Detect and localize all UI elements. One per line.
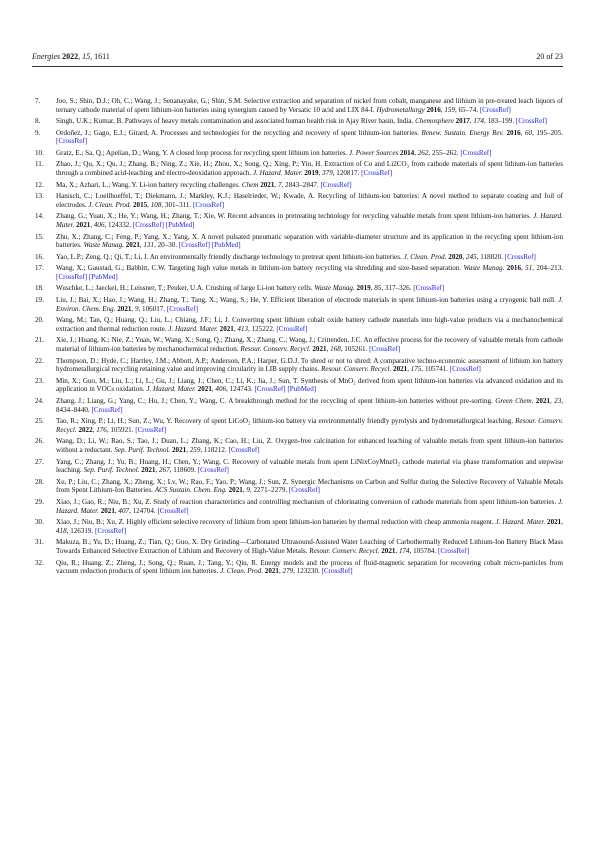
reference-item [32, 478, 563, 495]
reference-volume: 9 [246, 486, 250, 495]
reference-pages: , 125222. [248, 324, 277, 333]
reference-pages: , 204–213. [532, 264, 564, 273]
reference-item [32, 264, 563, 281]
reference-pages: , 124743. [226, 385, 255, 394]
reference-journal: Green Chem. [495, 396, 534, 405]
reference-volume: 85 [374, 284, 382, 293]
reference-year: 2021 [76, 221, 91, 230]
crossref-link[interactable]: [CrossRef] [228, 446, 260, 455]
crossref-link[interactable]: [CrossRef] [361, 169, 393, 178]
reference-journal: Resour. Conserv. Recycl. [240, 345, 311, 354]
journal-name: Energies [32, 52, 61, 61]
reference-citation: Ma, X.; Azhari, L.; Wang, Y. Li-ion battery recycling challenges. [56, 180, 242, 189]
crossref-link[interactable]: [CrossRef] [437, 547, 470, 556]
reference-journal: ACS Sustain. Chem. Eng. [154, 486, 227, 495]
reference-text: Ordoñez, J.; Gago, E.J.; Girard, A. Processes and technologies for the recycling and recovery of spent lithium-ion batteries. Renew. Sustain. Energy Rev. 2016, 60, 195–205. [CrossRef] [56, 128, 563, 146]
reference-item [32, 518, 563, 535]
reference-year: 2016 [506, 264, 521, 273]
reference-volume: 23 [554, 396, 562, 405]
reference-text: Wang, D.; Li, W.; Rao, S.; Tao, J.; Duan, L.; Zhang, K.; Cao, H.; Liu, Z. Oxygen-free calcination for enhanced leaching of valuable metals from spent lithium-ion batteries without a reductant. Sep. Purif. Technol. 2021, 259, 118212. [CrossRef] [56, 437, 563, 455]
reference-text: Zhang, G.; Yuan, X.; He, Y.; Wang, H.; Zhang, T.; Xie, W. Recent advances in pretreating technology for recycling valuable metals from spent lithium-ion batteries. J. Hazard. Mater. 2021, 406, 124332. [CrossRef] [PubMed] [56, 212, 563, 230]
page-number: 20 of 23 [536, 52, 563, 61]
reference-journal: J. Hazard. Mater. [168, 324, 218, 333]
reference-volume: 259 [189, 446, 201, 455]
reference-item [32, 357, 563, 374]
reference-year: 2015 [132, 200, 148, 209]
reference-text: Min, X.; Guo, M.; Liu, L.; Li, L.; Gu, J.; Liang, J.; Chen, C.; Li, K.; Jia, J.; Sun, T. Synthesis of MnO₂ derived from spent lithium-ion batteries via advanced oxidation and its application in VOCs oxidation. J. Hazard. Mater. 2021, 406, 124743. [CrossRef] [PubMed] [56, 376, 563, 394]
reference-volume: 406 [215, 385, 227, 394]
reference-item [32, 233, 563, 250]
crossref-link[interactable]: [CrossRef] [276, 324, 308, 333]
reference-citation: Xiao, J.; Gao, R.; Niu, B.; Xu, Z. Study of reaction characteristics and controlling mechanism of chlorinating conversion of cathode materials from spent lithium-ion batteries. [56, 497, 559, 506]
reference-year: 2020 [448, 252, 463, 261]
pubmed-link[interactable]: [PubMed] [287, 385, 317, 394]
reference-item [32, 316, 563, 333]
reference-pages: , 120817. [332, 169, 362, 178]
reference-number: 16. [35, 252, 44, 261]
reference-pages: , 105741. [421, 365, 450, 374]
crossref-link[interactable]: [CrossRef] [178, 241, 211, 250]
reference-number: 21. [35, 336, 44, 345]
crossref-link[interactable]: [CrossRef] [132, 221, 164, 230]
crossref-link[interactable]: [CrossRef] [479, 105, 511, 114]
crossref-link[interactable]: [CrossRef] [135, 425, 167, 434]
reference-year: 2021 [535, 396, 550, 405]
reference-text: Hanisch, C.; Loellhoeffel, T.; Diekmann, J.; Markley, K.J.; Haselrieder, W.; Kwade, A. Recycling of lithium-ion batteries: A novel method to separate coating and foil of electrodes. J. Clean. Prod. 2015, 108, 301–311. [CrossRef] [56, 192, 563, 209]
journal-article: 1611 [94, 52, 110, 61]
reference-list [32, 97, 563, 579]
reference-item [32, 192, 563, 209]
reference-number: 22. [35, 356, 44, 365]
reference-pages: , 8434–8440. [56, 396, 564, 414]
reference-text: Ma, X.; Azhari, L.; Wang, Y. Li-ion battery recycling challenges. Chem 2021, 7, 2843–2847. [CrossRef] [56, 180, 352, 189]
reference-pages: , 2271–2279. [249, 486, 289, 495]
header-rule [32, 66, 563, 67]
reference-text: Tao, R.; Xing, P.; Li, H.; Sun, Z.; Wu, Y. Recovery of spent LiCoO₂ lithium-ion battery via environmentally friendly pyrolysis and hydrometallurgical leaching. Resour. Conserv. Recycl. 2022, 176, 105921. [CrossRef] [56, 417, 564, 434]
reference-volume: 379 [322, 169, 333, 178]
reference-year: 2021 [172, 446, 187, 455]
crossref-link[interactable]: [CrossRef] [321, 567, 353, 576]
reference-volume: 60 [524, 128, 533, 137]
reference-number: 24. [35, 396, 44, 405]
reference-text: Thompson, D.; Hyde, C.; Hartley, J.M.; Abbott, A.P.; Anderson, P.A.; Harper, G.D.J. To shred or not to shred: A comparative techno-economic assessment of lithium ion battery hydrometallurgical recycling retaining value and improving circularity in LIB supply chains. Resour. Conserv. Recycl. 2021, 175, 105741. [CrossRef] [56, 356, 563, 374]
reference-pages: , 118212. [200, 446, 229, 455]
reference-number: 14. [35, 212, 44, 221]
pubmed-link[interactable]: [PubMed] [211, 241, 241, 250]
reference-journal: J. Hazard. Mater. [252, 169, 303, 178]
reference-item [32, 336, 563, 353]
reference-pages: , 20–30. [154, 241, 179, 250]
reference-pages: , 105921. [106, 425, 136, 434]
reference-year: 2021 [393, 365, 408, 374]
reference-number: 26. [35, 437, 44, 446]
reference-text: Xiao, J.; Gao, R.; Niu, B.; Xu, Z. Study of reaction characteristics and controlling mechanism of chlorinating conversion of cathode materials from spent lithium-ion batteries. J. Hazard. Mater. 2021, 407, 124704. [CrossRef] [56, 497, 563, 515]
reference-pages: , 118820. [476, 252, 505, 261]
reference-citation: Xie, J.; Huang, K.; Nie, Z.; Yuan, W.; Wang, X.; Song, Q.; Zhang, X.; Zhang, C.; Wang, J.; Crittenden, J.C. An effective process for the recovery of valuable metals from cathode material of lithium-ion batteries by mechanochemical reduction. [56, 336, 563, 354]
reference-text: Xu, P.; Liu, C.; Zhang, X.; Zheng, X.; Lv, W.; Rao, F.; Yao, P.; Wang, J.; Sun, Z. Synergic Mechanisms on Carbon and Sulfur during the Selective Recovery of Valuable Metals from Spent Lithium-Ion Batteries. ACS Sustain. Chem. Eng. 2021, 9, 2271–2279. [CrossRef] [56, 477, 563, 495]
crossref-link[interactable]: [CrossRef] [95, 526, 127, 535]
reference-year: 2021 [312, 345, 327, 354]
reference-journal: J. Hazard. Mater. [56, 497, 563, 515]
reference-item [32, 377, 563, 394]
reference-number: 11. [35, 160, 44, 169]
reference-citation: Yao, L.P.; Zeng, Q.; Qi, T.; Li, J. An environmentally friendly discharge technology to pretreat spent lithium-ion batteries. [56, 252, 404, 261]
reference-volume: 174 [398, 547, 410, 556]
reference-year: 2021 [547, 518, 562, 527]
journal-citation: Energies 2022, 15, 1611 [32, 52, 110, 61]
reference-number: 23. [35, 376, 44, 385]
reference-citation: Wang, M.; Tan, Q.; Huang, Q.; Liu, L.; Chiang, J.F.; Li, J. Converting spent lithium cobalt oxide battery cathode materials into high-value products via a mechanochemical extraction and thermal reduction route. [56, 316, 563, 333]
reference-journal: J. Clean. Prod. [220, 567, 263, 576]
reference-item [32, 97, 563, 114]
reference-text: Makuza, B.; Yu, D.; Huang, Z.; Tian, Q.; Guo, X. Dry Grinding—Carbonated Ultrasound-Assisted Water Leaching of Carbothermally Reduced Lithium-Ion Battery Black Mass Towards Enhanced Selective Extraction of Lithium and Recovery of High-Value Metals. Resour. Conserv. Recycl. 2021, 174, 105784. [CrossRef] [56, 538, 563, 556]
reference-journal: J. Clean. Prod. [403, 252, 447, 261]
reference-item [32, 253, 563, 262]
reference-number: 32. [35, 558, 44, 567]
reference-journal: Chem [241, 180, 259, 189]
reference-text: Zhao, J.; Qu, X.; Qu, J.; Zhang, B.; Ning, Z.; Xie, H.; Zhou, X.; Song, Q.; Xing, P.; Yin, H. Extraction of Co and Li2CO₃ from cathode materials of spent lithium-ion batteries through a combined acid-leaching and electro-deoxidation approach. J. Hazard. Mater. 2019, 379, 120817. [CrossRef] [56, 160, 563, 178]
reference-citation: Gratz, E.; Sa, Q.; Apelian, D.; Wang, Y. A closed loop process for recycling spent lithium ion batteries. [56, 148, 350, 157]
reference-pages: , 126319. [66, 526, 96, 535]
reference-volume: 406 [93, 221, 105, 230]
reference-year: 2016 [426, 105, 441, 114]
reference-number: 10. [35, 148, 44, 157]
reference-volume: 168 [330, 345, 341, 354]
reference-citation: Wuschke, L.; Jaeckel, H.; Leissner, T.; Peuker, U.A. Crushing of large Li-ion battery cells. [56, 284, 315, 293]
reference-citation: Xu, P.; Liu, C.; Zhang, X.; Zheng, X.; Lv, W.; Rao, F.; Yao, P.; Wang, J.; Sun, Z. Synergic Mechanisms on Carbon and Sulfur during the Selective Recovery of Valuable Metals from Spent Lithium-Ion Batteries. [56, 477, 563, 495]
reference-citation: Zhang, G.; Yuan, X.; He, Y.; Wang, H.; Zhang, T.; Xie, W. Recent advances in pretreating technology for recycling valuable metals from spent lithium-ion batteries. [56, 212, 534, 221]
crossref-link[interactable]: [CrossRef] [56, 272, 88, 281]
reference-journal: Waste Manag. [463, 264, 505, 273]
reference-text: Zhang, J.; Liang, G.; Yang, C.; Hu, J.; Chen, Y.; Wang, C. A breakthrough method for the recycling of spent lithium-ion batteries without pre-sorting. Green Chem. 2021, 23, 8434–8440. [CrossRef] [56, 396, 564, 414]
reference-pages: , 118609. [169, 466, 198, 475]
reference-citation: Wang, D.; Li, W.; Rao, S.; Tao, J.; Duan, L.; Zhang, K.; Cao, H.; Liu, Z. Oxygen-free calcination for enhanced leaching of valuable metals from spent lithium-ion batteries without a reductant. [56, 437, 563, 455]
reference-volume: 418 [56, 526, 67, 535]
crossref-link[interactable]: [CrossRef] [157, 506, 189, 515]
reference-item [32, 181, 563, 190]
reference-text: Xie, J.; Huang, K.; Nie, Z.; Yuan, W.; Wang, X.; Song, Q.; Zhang, X.; Zhang, C.; Wang, J.; Crittenden, J.C. An effective process for the recovery of valuable metals from cathode material of lithium-ion batteries by mechanochemical reduction. Resour. Conserv. Recycl. 2021, 168, 105261. [CrossRef] [56, 336, 563, 354]
reference-number: 18. [35, 284, 44, 293]
crossref-link[interactable]: [CrossRef] [288, 486, 321, 495]
reference-item [32, 296, 563, 313]
reference-citation: Tao, R.; Xing, P.; Li, H.; Sun, Z.; Wu, Y. Recovery of spent LiCoO₂ lithium-ion battery via environmentally friendly pyrolysis and hydrometallurgical leaching. [56, 417, 516, 426]
reference-year: 2014 [400, 148, 415, 157]
reference-pages: , 105784. [409, 547, 438, 556]
reference-number: 7. [35, 97, 41, 105]
reference-pages: , 106017. [138, 304, 167, 313]
reference-journal: Resour. Conserv. Recycl. [321, 365, 392, 374]
reference-year: 2016 [506, 128, 521, 137]
reference-journal: Resour. Conserv. Recycl. [309, 547, 380, 556]
reference-item [32, 498, 563, 515]
reference-year: 2021 [219, 324, 234, 333]
reference-journal: J. Hazard. Mater. [146, 385, 196, 394]
crossref-link[interactable]: [CrossRef] [413, 284, 445, 293]
reference-citation: Liu, J.; Bai, X.; Hao, J.; Wang, H.; Zhang, T.; Tang, X.; Wang, S.; He, Y. Efficient liberation of electrode materials in spent lithium-ion batteries using a cryogenic ball mill. [56, 295, 559, 304]
crossref-link[interactable]: [CrossRef] [197, 466, 229, 475]
reference-number: 8. [35, 117, 41, 126]
crossref-link[interactable]: [CrossRef] [460, 148, 492, 157]
crossref-link[interactable]: [CrossRef] [56, 137, 88, 146]
reference-volume: 159 [444, 105, 455, 114]
reference-text: Yang, C.; Zhang, J.; Yu, B.; Huang, H.; Chen, Y.; Wang, C. Recovery of valuable metals from spent LiNixCoyMnzO₂ cathode material via phase transformation and stepwise leaching. Sep. Purif. Technol. 2021, 267, 118609. [CrossRef] [56, 457, 563, 475]
reference-volume: 413 [237, 324, 249, 333]
reference-volume: 9 [134, 304, 139, 313]
reference-journal: J. Hazard. Mater. [56, 212, 563, 230]
reference-text: Singh, U.K.; Kumar, B. Pathways of heavy metals contamination and associated human health risk in Ajay River basin, India. Chemosphere 2017, 174, 183–199. [CrossRef] [56, 117, 548, 126]
journal-year: 2022 [62, 52, 79, 61]
journal-volume: 15 [82, 52, 91, 61]
crossref-link[interactable]: [CrossRef] [369, 345, 401, 354]
reference-item [32, 149, 563, 158]
pubmed-link[interactable]: [PubMed] [88, 272, 118, 281]
reference-item [32, 129, 563, 146]
reference-year: 2017 [455, 117, 470, 126]
reference-number: 15. [35, 232, 44, 241]
reference-journal: J. Hazard. Mater. [495, 518, 546, 527]
reference-volume: 51 [525, 264, 533, 273]
reference-journal: J. Environ. Chem. Eng. [56, 295, 563, 313]
reference-citation: Qiu, R.; Huang, Z.; Zheng, J.; Song, Q.; Ruan, J.; Tang, Y.; Qiu, R. Energy models and the process of fluid-magnetic separation for recovering cobalt micro-particles from vacuum reduction products of spent lithium ion batteries. [56, 558, 563, 576]
reference-number: 9. [35, 128, 41, 137]
reference-journal: Sep. Purif. Technol. [114, 446, 171, 455]
reference-journal: Sep. Purif. Technol. [83, 466, 140, 475]
reference-journal: J. Clean. Prod. [88, 200, 132, 209]
crossref-link[interactable]: [CrossRef] [504, 252, 536, 261]
crossref-link[interactable]: [CrossRef] [320, 180, 352, 189]
reference-year: 2021 [228, 486, 243, 495]
reference-item [32, 397, 563, 414]
reference-volume: 108 [150, 200, 162, 209]
reference-pages: , 124332. [104, 221, 133, 230]
reference-item [32, 160, 563, 177]
reference-pages: , 195–205. [532, 128, 563, 137]
reference-citation: Zhao, J.; Qu, X.; Qu, J.; Zhang, B.; Ning, Z.; Xie, H.; Zhou, X.; Song, Q.; Xing, P.; Yin, H. Extraction of Co and Li2CO₃ from cathode materials of spent lithium-ion batteries through a combined acid-leaching and electro-deoxidation approach. [56, 160, 563, 178]
reference-text: Qiu, R.; Huang, Z.; Zheng, J.; Song, Q.; Ruan, J.; Tang, Y.; Qiu, R. Energy models and the process of fluid-magnetic separation for recovering cobalt micro-particles from vacuum reduction products of spent lithium ion batteries. J. Clean. Prod. 2021, 279, 123230. [CrossRef] [56, 558, 563, 576]
reference-number: 13. [35, 192, 44, 201]
reference-citation: Yang, C.; Zhang, J.; Yu, B.; Huang, H.; Chen, Y.; Wang, C. Recovery of valuable metals from spent LiNixCoyMnzO₂ cathode material via phase transformation and stepwise leaching. [56, 457, 563, 475]
reference-text: Zhu, X.; Zhang, C.; Feng, P.; Yang, X.; Yang, X. A novel pulsated pneumatic separation with variable-diameter structure and its application in the recycling spent lithium-ion batteries. Waste Manag. 2021, 131, 20–30. [CrossRef] [PubMed] [56, 232, 563, 250]
crossref-link[interactable]: [CrossRef] [91, 405, 123, 414]
crossref-link[interactable]: [CrossRef] [254, 385, 286, 394]
reference-number: 30. [35, 518, 44, 527]
reference-text: Xiao, J.; Niu, B.; Xu, Z. Highly efficient selective recovery of lithium from spent lithium-ion batteries by thermal reduction with cheap ammonia reagent. J. Hazard. Mater. 2021, 418, 126319. [CrossRef] [56, 518, 563, 535]
reference-text: Wang, M.; Tan, Q.; Huang, Q.; Liu, L.; Chiang, J.F.; Li, J. Converting spent lithium cobalt oxide battery cathode materials into high-value products via a mechanochemical extraction and thermal reduction route. J. Hazard. Mater. 2021, 413, 125222. [CrossRef] [56, 316, 563, 333]
reference-volume: 407 [118, 506, 130, 515]
crossref-link[interactable]: [CrossRef] [449, 365, 481, 374]
reference-citation: Wang, X.; Gaustad, G.; Babbitt, C.W. Targeting high value metals in lithium-ion battery recycling via shredding and size-based separation. [56, 264, 464, 273]
reference-volume: 245 [466, 252, 477, 261]
reference-number: 17. [35, 264, 44, 273]
reference-pages: , 2843–2847. [281, 180, 321, 189]
reference-number: 28. [35, 477, 44, 486]
reference-year: 2021 [381, 547, 396, 556]
reference-citation: Ordoñez, J.; Gago, E.J.; Girard, A. Processes and technologies for the recycling and recovery of spent lithium-ion batteries. [56, 128, 422, 137]
reference-journal: J. Power Sources [349, 148, 399, 157]
reference-citation: Zhang, J.; Liang, G.; Yang, C.; Hu, J.; Chen, Y.; Wang, C. A breakthrough method for the recycling of spent lithium-ion batteries without pre-sorting. [56, 396, 496, 405]
reference-volume: 279 [282, 567, 294, 576]
reference-year: 2021 [125, 241, 140, 250]
reference-volume: 7 [277, 180, 282, 189]
reference-text: Wang, X.; Gaustad, G.; Babbitt, C.W. Targeting high value metals in lithium-ion battery recycling via shredding and size-based separation. Waste Manag. 2016, 51, 204–213. [CrossRef] [PubMed] [56, 264, 564, 281]
reference-citation: Zhu, X.; Zhang, C.; Feng, P.; Yang, X.; Yang, X. A novel pulsated pneumatic separation with variable-diameter structure and its application in the recycling spent lithium-ion batteries. [56, 232, 563, 250]
crossref-link[interactable]: [CrossRef] [515, 117, 548, 126]
reference-text: Gratz, E.; Sa, Q.; Apelian, D.; Wang, Y. A closed loop process for recycling spent lithium ion batteries. J. Power Sources 2014, 262, 255–262. [CrossRef] [56, 148, 492, 157]
reference-year: 2021 [100, 506, 115, 515]
reference-item [32, 212, 563, 229]
reference-citation: Hanisch, C.; Loellhoeffel, T.; Diekmann, J.; Markley, K.J.; Haselrieder, W.; Kwade, A. Recycling of lithium-ion batteries: A novel method to separate coating and foil of electrodes. [56, 192, 563, 209]
reference-citation: Makuza, B.; Yu, D.; Huang, Z.; Tian, Q.; Guo, X. Dry Grinding—Carbonated Ultrasound-Assisted Water Leaching of Carbothermally Reduced Lithium-Ion Battery Black Mass Towards Enhanced Selective Extraction of Lithium and Recovery of High-Value Metals. [56, 538, 563, 556]
reference-text: Joo, S.; Shin, D.J.; Oh, C.; Wang, J.; Senanayake, G.; Shin, S.M. Selective extraction and separation of nickel from cobalt, manganese and lithium in pre-treated leach liquors of ternary cathode material of spent lithium-ion batteries using synergism caused by Versatic 10 acid and LIX 84-I. Hydrometallurgy 2016, 159, 65–74. [CrossRef] [56, 97, 563, 114]
pubmed-link[interactable]: [PubMed] [165, 221, 195, 230]
reference-volume: 131 [143, 241, 155, 250]
reference-number: 12. [35, 180, 44, 189]
reference-journal: Waste Manag. [83, 241, 124, 250]
reference-item [32, 538, 563, 555]
reference-number: 19. [35, 295, 44, 304]
reference-pages: , 123230. [293, 567, 322, 576]
reference-volume: 262 [417, 148, 429, 157]
reference-volume: 174 [473, 117, 484, 126]
reference-journal: Waste Manag. [314, 284, 355, 293]
reference-text: Yao, L.P.; Zeng, Q.; Qi, T.; Li, J. An environmentally friendly discharge technology to pretreat spent lithium-ion batteries. J. Clean. Prod. 2020, 245, 118820. [CrossRef] [56, 252, 536, 261]
reference-pages: , 183–199. [483, 117, 516, 126]
reference-number: 31. [35, 538, 44, 547]
reference-pages: , 105261. [340, 345, 370, 354]
reference-pages: , 65–74. [454, 105, 480, 114]
reference-pages: , 255–262. [428, 148, 461, 157]
reference-year: 2021 [117, 304, 132, 313]
reference-year: 2019 [304, 169, 319, 178]
reference-number: 29. [35, 497, 44, 506]
reference-item [32, 559, 563, 576]
reference-journal: Chemosphere [415, 117, 454, 126]
crossref-link[interactable]: [CrossRef] [166, 304, 199, 313]
reference-volume: 175 [410, 365, 422, 374]
crossref-link[interactable]: [CrossRef] [193, 200, 225, 209]
reference-volume: 267 [159, 466, 170, 475]
reference-number: 25. [35, 417, 44, 426]
reference-item [32, 437, 563, 454]
reference-number: 27. [35, 457, 44, 466]
reference-citation: Joo, S.; Shin, D.J.; Oh, C.; Wang, J.; Senanayake, G.; Shin, S.M. Selective extraction and separation of nickel from cobalt, manganese and lithium in pre-treated leach liquors of ternary cathode material of spent lithium-ion batteries using synergism caused by Versatic 10 acid and LIX 84-I. [56, 97, 563, 114]
reference-citation: Thompson, D.; Hyde, C.; Hartley, J.M.; Abbott, A.P.; Anderson, P.A.; Harper, G.D.J. To shred or not to shred: A comparative techno-economic assessment of lithium ion battery hydrometallurgical recycling retaining value and improving circularity in LIB supply chains. [56, 356, 563, 374]
reference-citation: Xiao, J.; Niu, B.; Xu, Z. Highly efficient selective recovery of lithium from spent lithium-ion batteries by thermal reduction with cheap ammonia reagent. [56, 518, 496, 527]
reference-pages: , 301–311. [161, 200, 194, 209]
reference-year: 2021 [197, 385, 212, 394]
reference-year: 2021 [260, 180, 275, 189]
reference-item [32, 458, 563, 475]
reference-pages: , 317–326. [381, 284, 414, 293]
reference-citation: Singh, U.K.; Kumar, B. Pathways of heavy metals contamination and associated human health risk in Ajay River basin, India. [56, 117, 416, 126]
reference-item [32, 117, 563, 126]
reference-journal: Resour. Conserv. Recycl. [56, 417, 564, 434]
reference-journal: Hydrometallurgy [376, 105, 425, 114]
reference-year: 2022 [78, 425, 93, 434]
reference-item [32, 284, 563, 293]
running-header [32, 52, 563, 66]
reference-text: Liu, J.; Bai, X.; Hao, J.; Wang, H.; Zhang, T.; Tang, X.; Wang, S.; He, Y. Efficient liberation of electrode materials in spent lithium-ion batteries using a cryogenic ball mill. J. Environ. Chem. Eng. 2021, 9, 106017. [CrossRef] [56, 295, 563, 313]
reference-year: 2019 [356, 284, 371, 293]
reference-number: 20. [35, 316, 44, 325]
reference-year: 2021 [264, 567, 279, 576]
reference-citation: Min, X.; Guo, M.; Liu, L.; Li, L.; Gu, J.; Liang, J.; Chen, C.; Li, K.; Jia, J.; Sun, T. Synthesis of MnO₂ derived from spent lithium-ion batteries via advanced oxidation and its application in VOCs oxidation. [56, 376, 563, 394]
reference-pages: , 124704. [129, 506, 158, 515]
reference-text: Wuschke, L.; Jaeckel, H.; Leissner, T.; Peuker, U.A. Crushing of large Li-ion battery cells. Waste Manag. 2019, 85, 317–326. [CrossRef] [56, 284, 445, 293]
reference-item [32, 417, 563, 434]
reference-year: 2021 [141, 466, 156, 475]
reference-volume: 176 [96, 425, 107, 434]
reference-journal: Renew. Sustain. Energy Rev. [421, 128, 504, 137]
